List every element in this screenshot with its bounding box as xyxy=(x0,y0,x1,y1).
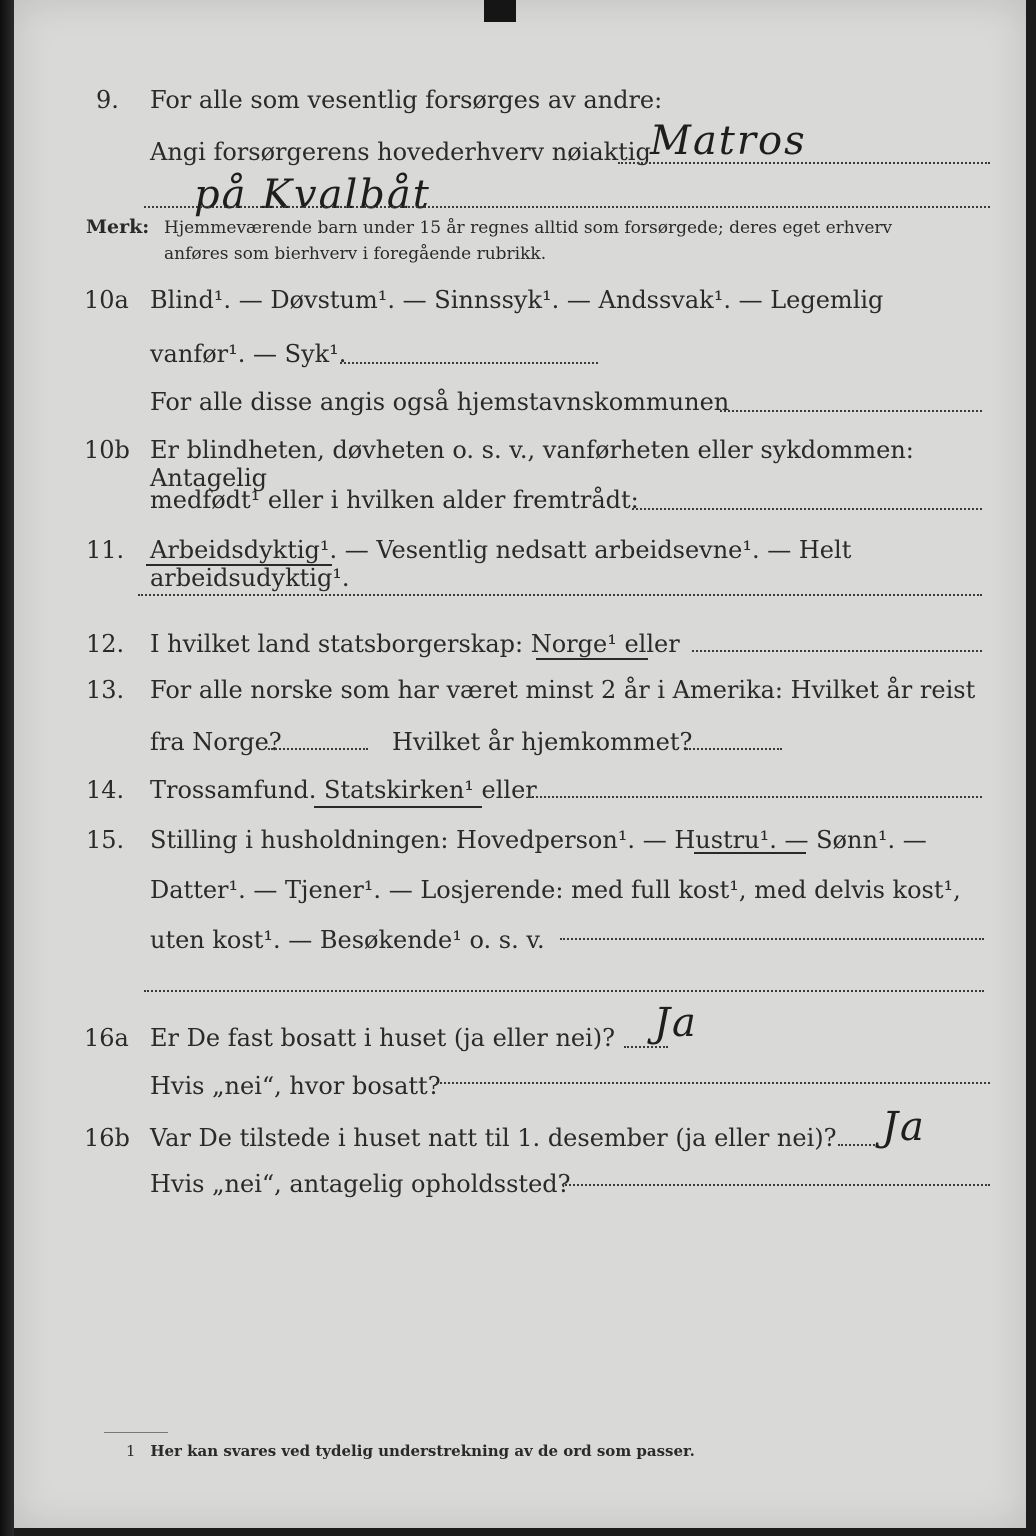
q16b-answer-line xyxy=(838,1144,878,1146)
q12-line1: I hvilket land statsborgerskap: Norge¹ eller xyxy=(150,630,680,658)
q9-handwritten-answer1: Matros xyxy=(650,118,807,164)
q10b-number: 10b xyxy=(84,436,130,464)
q14-answer-line xyxy=(528,796,982,798)
q16b-opholdssted-line xyxy=(562,1184,990,1186)
q12-answer-line xyxy=(692,650,982,652)
q9-handwritten-answer2: på Kvalbåt xyxy=(194,172,431,218)
q15-number: 15. xyxy=(86,826,125,854)
q13-line2b: Hvilket år hjemkommet? xyxy=(392,728,693,756)
q14-line1: Trossamfund. Statskirken¹ eller xyxy=(150,776,537,804)
q14-underline-statskirken xyxy=(314,806,482,808)
q16a-number: 16a xyxy=(84,1024,129,1052)
q11-answer-line xyxy=(138,594,982,596)
q16a-bosatt-line xyxy=(436,1082,990,1084)
q13-hjemkommet-line xyxy=(686,748,782,750)
q13-line2a: fra Norge? xyxy=(150,728,282,756)
merk-label: Merk: xyxy=(86,216,150,238)
q9-answer-line2 xyxy=(144,206,990,208)
q11-line1: Arbeidsdyktig¹. — Vesentlig nedsatt arbeidsevne¹. — Helt arbeidsudyktig¹. xyxy=(150,536,852,592)
merk-line2: anføres som bierhverv i foregående rubrikk. xyxy=(164,244,547,264)
q9-line2: Angi forsørgerens hovederhverv nøiaktig xyxy=(150,138,651,166)
census-form-page xyxy=(14,0,1026,1528)
q16b-line2: Hvis „nei“, antagelig opholdssted? xyxy=(150,1170,571,1198)
q16a-line2: Hvis „nei“, hvor bosatt? xyxy=(150,1072,441,1100)
q15-line2: Datter¹. — Tjener¹. — Losjerende: med full kost¹, med delvis kost¹, xyxy=(150,876,961,904)
q14-number: 14. xyxy=(86,776,125,804)
q12-number: 12. xyxy=(86,630,125,658)
q9-number: 9. xyxy=(96,86,119,114)
scan-edge xyxy=(0,0,14,1536)
q16b-number: 16b xyxy=(84,1124,130,1152)
q10a-line2: vanfør¹. — Syk¹. xyxy=(150,340,347,368)
q10a-line1: Blind¹. — Døvstum¹. — Sinnssyk¹. — Andssvak¹. — Legemlig xyxy=(150,286,884,314)
q16a-answer-line xyxy=(624,1046,668,1048)
merk-line1: Hjemmeværende barn under 15 år regnes alltid som forsørgede; deres eget erhverv xyxy=(164,218,893,238)
footnote-text: Her kan svares ved tydelig understrekning av de ord som passer. xyxy=(150,1442,695,1460)
q9-line1: For alle som vesentlig forsørges av andre: xyxy=(150,86,663,114)
footnote xyxy=(126,1442,695,1460)
q15-underline-hustru xyxy=(694,852,806,854)
q15-answer-line xyxy=(560,938,984,940)
q13-reist-line xyxy=(268,748,368,750)
q10b-line2: medfødt¹ eller i hvilken alder fremtrådt: xyxy=(150,486,639,514)
q16a-handwritten-answer: Ja xyxy=(654,1000,698,1046)
q12-underline-norge xyxy=(536,658,648,660)
q11-underline-arbeidsdyktig xyxy=(146,564,332,566)
q13-line1: For alle norske som har været minst 2 år i Amerika: Hvilket år reist xyxy=(150,676,976,704)
q15-line1: Stilling i husholdningen: Hovedperson¹. — Hustru¹. — Sønn¹. — xyxy=(150,826,927,854)
q15-extra-line xyxy=(144,990,984,992)
q10a-syk-line xyxy=(340,362,598,364)
q13-number: 13. xyxy=(86,676,125,704)
footnote-marker: 1 xyxy=(126,1442,136,1460)
q10a-kommune-line xyxy=(720,410,982,412)
q10a-number: 10a xyxy=(84,286,129,314)
q10b-answer-line xyxy=(632,508,982,510)
q10b-line1: Er blindheten, døvheten o. s. v., vanførheten eller sykdommen: Antagelig xyxy=(150,436,914,492)
footnote-separator xyxy=(104,1432,168,1433)
q16b-line1: Var De tilstede i huset natt til 1. desember (ja eller nei)? xyxy=(150,1124,837,1152)
q16b-handwritten-answer: Ja xyxy=(882,1104,926,1150)
q16a-line1: Er De fast bosatt i huset (ja eller nei)? xyxy=(150,1024,616,1052)
q11-number: 11. xyxy=(86,536,125,564)
q15-line3: uten kost¹. — Besøkende¹ o. s. v. xyxy=(150,926,545,954)
q10a-line3: For alle disse angis også hjemstavnskommunen xyxy=(150,388,730,416)
paper-tab xyxy=(484,0,516,22)
